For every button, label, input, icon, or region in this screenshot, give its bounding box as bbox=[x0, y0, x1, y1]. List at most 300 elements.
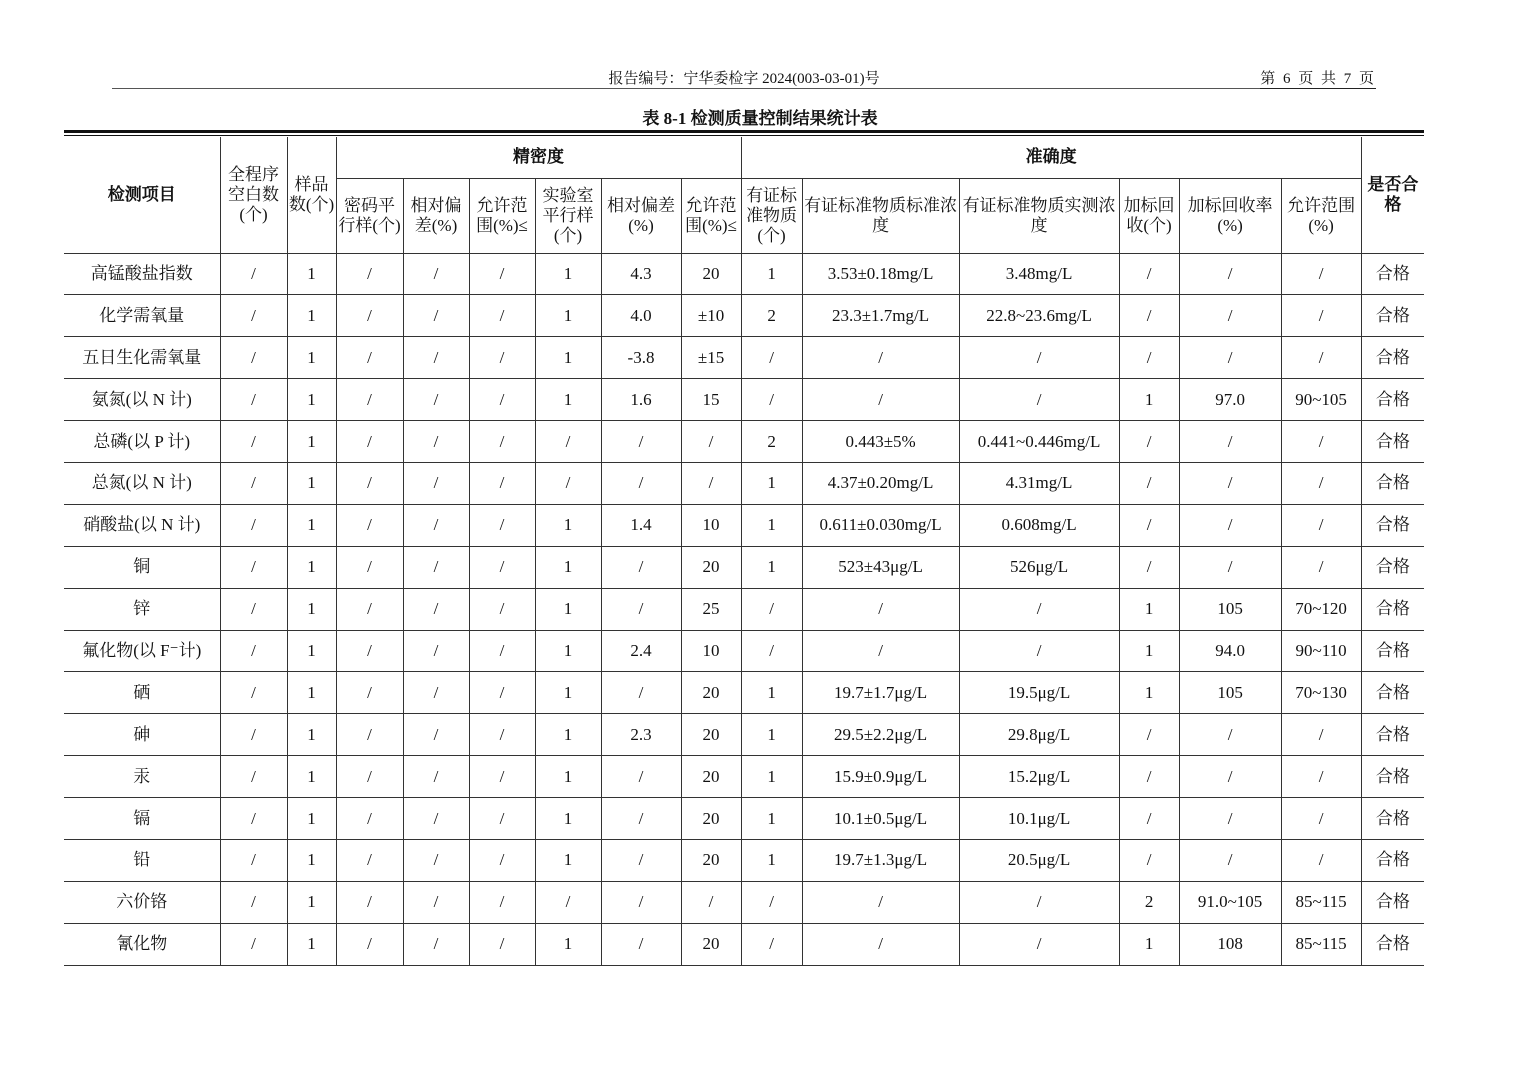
table-cell: 91.0~105 bbox=[1179, 881, 1281, 923]
table-cell: 29.8μg/L bbox=[959, 714, 1119, 756]
table-cell: ±15 bbox=[681, 337, 741, 379]
table-cell: 1 bbox=[287, 462, 336, 504]
table-cell: / bbox=[336, 337, 403, 379]
table-cell: 1 bbox=[287, 588, 336, 630]
row-item-name: 化学需氧量 bbox=[64, 295, 220, 337]
row-item-name: 硝酸盐(以 N 计) bbox=[64, 504, 220, 546]
table-cell: / bbox=[336, 798, 403, 840]
table-title: 表 8-1 检测质量控制结果统计表 bbox=[642, 109, 878, 128]
table-row bbox=[64, 337, 1424, 379]
row-item-name: 砷 bbox=[64, 714, 220, 756]
table-cell: 合格 bbox=[1361, 881, 1424, 923]
table-cell: / bbox=[601, 546, 681, 588]
table-cell: / bbox=[403, 421, 469, 463]
table-cell: / bbox=[1281, 756, 1361, 798]
table-cell: 1 bbox=[287, 714, 336, 756]
table-cell: 10 bbox=[681, 630, 741, 672]
table-cell: / bbox=[1281, 798, 1361, 840]
table-cell: / bbox=[959, 337, 1119, 379]
table-cell: / bbox=[959, 379, 1119, 421]
table-cell: / bbox=[1281, 714, 1361, 756]
table-cell: / bbox=[1119, 504, 1179, 546]
row-item-name: 铅 bbox=[64, 839, 220, 881]
row-item-name: 五日生化需氧量 bbox=[64, 337, 220, 379]
table-cell: / bbox=[1281, 839, 1361, 881]
table-cell: 20 bbox=[681, 546, 741, 588]
table-cell: 1 bbox=[535, 337, 601, 379]
table-cell: 1 bbox=[287, 839, 336, 881]
table-cell: / bbox=[220, 462, 287, 504]
row-item-name: 汞 bbox=[64, 756, 220, 798]
table-cell: 合格 bbox=[1361, 630, 1424, 672]
table-cell: / bbox=[959, 881, 1119, 923]
table-cell: / bbox=[1179, 253, 1281, 295]
table-row bbox=[64, 798, 1424, 840]
table-cell: 1 bbox=[535, 756, 601, 798]
table-cell: / bbox=[403, 756, 469, 798]
table-cell: / bbox=[220, 421, 287, 463]
table-cell: 1 bbox=[287, 756, 336, 798]
table-cell: / bbox=[220, 630, 287, 672]
table-cell: 2 bbox=[1119, 881, 1179, 923]
table-row bbox=[64, 672, 1424, 714]
table-cell: 1 bbox=[287, 421, 336, 463]
table-cell: 1 bbox=[741, 504, 802, 546]
table-cell: / bbox=[403, 798, 469, 840]
table-cell: 15.2μg/L bbox=[959, 756, 1119, 798]
table-cell: / bbox=[469, 504, 535, 546]
table-row bbox=[64, 881, 1424, 923]
table-cell: / bbox=[1281, 337, 1361, 379]
col-crm-count: 有证标准物质(个) bbox=[741, 178, 802, 253]
table-cell: / bbox=[469, 630, 535, 672]
table-cell: / bbox=[220, 504, 287, 546]
table-cell: 1 bbox=[741, 546, 802, 588]
table-cell: 1 bbox=[287, 337, 336, 379]
table-cell: / bbox=[681, 462, 741, 504]
table-cell: 1 bbox=[287, 923, 336, 965]
table-cell: 合格 bbox=[1361, 756, 1424, 798]
table-cell: 20 bbox=[681, 672, 741, 714]
table-cell: / bbox=[469, 756, 535, 798]
table-cell: 97.0 bbox=[1179, 379, 1281, 421]
table-cell: / bbox=[1119, 546, 1179, 588]
table-cell: / bbox=[1119, 839, 1179, 881]
page-indicator: 第 6 页 共 7 页 bbox=[1260, 67, 1376, 89]
table-cell: / bbox=[336, 379, 403, 421]
table-cell: 105 bbox=[1179, 588, 1281, 630]
table-cell: / bbox=[741, 630, 802, 672]
table-cell: / bbox=[601, 462, 681, 504]
table-cell: / bbox=[1119, 295, 1179, 337]
table-cell: 3.53±0.18mg/L bbox=[802, 253, 959, 295]
table-cell: 19.5μg/L bbox=[959, 672, 1119, 714]
table-cell: / bbox=[336, 504, 403, 546]
table-cell: / bbox=[1281, 462, 1361, 504]
table-cell: / bbox=[220, 295, 287, 337]
table-cell: / bbox=[336, 839, 403, 881]
row-item-name: 氟化物(以 F⁻计) bbox=[64, 630, 220, 672]
table-cell: / bbox=[1119, 253, 1179, 295]
table-cell: / bbox=[959, 630, 1119, 672]
row-item-name: 总氮(以 N 计) bbox=[64, 462, 220, 504]
table-cell: / bbox=[1281, 295, 1361, 337]
table-cell: 4.37±0.20mg/L bbox=[802, 462, 959, 504]
table-cell: 523±43μg/L bbox=[802, 546, 959, 588]
table-cell: / bbox=[469, 379, 535, 421]
table-cell: 1 bbox=[535, 546, 601, 588]
row-item-name: 氨氮(以 N 计) bbox=[64, 379, 220, 421]
table-cell: 15 bbox=[681, 379, 741, 421]
table-cell: / bbox=[336, 923, 403, 965]
table-cell: 20 bbox=[681, 756, 741, 798]
table-cell: / bbox=[802, 588, 959, 630]
table-row bbox=[64, 421, 1424, 463]
table-cell: / bbox=[1179, 295, 1281, 337]
row-item-name: 六价铬 bbox=[64, 881, 220, 923]
table-cell: / bbox=[741, 379, 802, 421]
table-cell: 1 bbox=[287, 881, 336, 923]
table-cell: 1 bbox=[1119, 630, 1179, 672]
table-cell: / bbox=[681, 421, 741, 463]
table-cell: 23.3±1.7mg/L bbox=[802, 295, 959, 337]
table-cell: / bbox=[469, 881, 535, 923]
table-cell: 10 bbox=[681, 504, 741, 546]
table-cell: 90~105 bbox=[1281, 379, 1361, 421]
table-cell: / bbox=[601, 923, 681, 965]
table-cell: / bbox=[403, 630, 469, 672]
col-accuracy: 准确度 bbox=[741, 137, 1361, 178]
table-cell: 1 bbox=[287, 630, 336, 672]
table-cell: / bbox=[802, 630, 959, 672]
table-cell: 1 bbox=[741, 798, 802, 840]
table-cell: 合格 bbox=[1361, 588, 1424, 630]
table-row bbox=[64, 714, 1424, 756]
table-cell: / bbox=[535, 462, 601, 504]
table-cell: / bbox=[336, 421, 403, 463]
table-cell: / bbox=[1281, 546, 1361, 588]
row-item-name: 高锰酸盐指数 bbox=[64, 253, 220, 295]
col-spike-allow: 允许范围(%) bbox=[1281, 178, 1361, 253]
table-cell: / bbox=[336, 588, 403, 630]
col-qualified: 是否合格 bbox=[1361, 137, 1424, 253]
table-cell: / bbox=[469, 839, 535, 881]
table-cell: 15.9±0.9μg/L bbox=[802, 756, 959, 798]
table-cell: 1.4 bbox=[601, 504, 681, 546]
table-cell: / bbox=[469, 923, 535, 965]
table-cell: / bbox=[403, 714, 469, 756]
table-cell: / bbox=[802, 379, 959, 421]
table-cell: 85~115 bbox=[1281, 923, 1361, 965]
table-cell: 合格 bbox=[1361, 253, 1424, 295]
table-row bbox=[64, 756, 1424, 798]
table-cell: 10.1±0.5μg/L bbox=[802, 798, 959, 840]
table-cell: 1 bbox=[287, 295, 336, 337]
table-cell: 合格 bbox=[1361, 714, 1424, 756]
table-cell: 4.3 bbox=[601, 253, 681, 295]
table-cell: 1 bbox=[287, 253, 336, 295]
table-cell: / bbox=[469, 462, 535, 504]
row-item-name: 铜 bbox=[64, 546, 220, 588]
table-cell: / bbox=[601, 421, 681, 463]
table-cell: / bbox=[336, 462, 403, 504]
table-cell: / bbox=[741, 881, 802, 923]
table-cell: 20 bbox=[681, 253, 741, 295]
row-item-name: 锌 bbox=[64, 588, 220, 630]
table-cell: / bbox=[220, 253, 287, 295]
col-rel-dev-2: 相对偏差(%) bbox=[601, 178, 681, 253]
table-cell: 2.3 bbox=[601, 714, 681, 756]
table-cell: 合格 bbox=[1361, 546, 1424, 588]
table-cell: 合格 bbox=[1361, 798, 1424, 840]
table-cell: 1 bbox=[287, 672, 336, 714]
table-cell: 1 bbox=[535, 295, 601, 337]
table-cell: 2 bbox=[741, 421, 802, 463]
table-cell: 25 bbox=[681, 588, 741, 630]
table-cell: 1 bbox=[535, 672, 601, 714]
table-cell: / bbox=[1281, 421, 1361, 463]
table-cell: / bbox=[601, 672, 681, 714]
table-cell: / bbox=[535, 881, 601, 923]
table-cell: / bbox=[336, 714, 403, 756]
table-cell: 合格 bbox=[1361, 504, 1424, 546]
col-crm-standard: 有证标准物质标准浓度 bbox=[802, 178, 959, 253]
table-cell: 1 bbox=[741, 253, 802, 295]
table-cell: 20 bbox=[681, 839, 741, 881]
table-cell: / bbox=[220, 337, 287, 379]
col-allow-2: 允许范围(%)≤ bbox=[681, 178, 741, 253]
table-cell: / bbox=[403, 462, 469, 504]
table-cell: 29.5±2.2μg/L bbox=[802, 714, 959, 756]
table-cell: 合格 bbox=[1361, 672, 1424, 714]
col-item: 检测项目 bbox=[64, 137, 220, 253]
table-cell: 1 bbox=[535, 923, 601, 965]
table-row bbox=[64, 630, 1424, 672]
table-cell: / bbox=[403, 588, 469, 630]
table-cell: 1 bbox=[1119, 379, 1179, 421]
table-cell: 1 bbox=[535, 630, 601, 672]
table-cell: / bbox=[336, 756, 403, 798]
table-row bbox=[64, 253, 1424, 295]
table-cell: 22.8~23.6mg/L bbox=[959, 295, 1119, 337]
col-samples: 样品数(个) bbox=[287, 137, 336, 253]
table-cell: / bbox=[469, 714, 535, 756]
table-cell: / bbox=[469, 588, 535, 630]
table-cell: 4.31mg/L bbox=[959, 462, 1119, 504]
table-cell: / bbox=[220, 923, 287, 965]
col-spike-recovery: 加标回收率(%) bbox=[1179, 178, 1281, 253]
table-cell: / bbox=[959, 923, 1119, 965]
table-cell: / bbox=[601, 798, 681, 840]
table-cell: 1 bbox=[535, 714, 601, 756]
table-row bbox=[64, 379, 1424, 421]
table-cell: -3.8 bbox=[601, 337, 681, 379]
table-cell: 108 bbox=[1179, 923, 1281, 965]
table-cell: / bbox=[802, 881, 959, 923]
table-cell: / bbox=[220, 546, 287, 588]
table-cell: 1 bbox=[287, 379, 336, 421]
table-cell: 1 bbox=[741, 462, 802, 504]
col-crm-measured: 有证标准物质实测浓度 bbox=[959, 178, 1119, 253]
table-cell: / bbox=[1281, 504, 1361, 546]
table-cell: 0.608mg/L bbox=[959, 504, 1119, 546]
table-cell: / bbox=[1179, 337, 1281, 379]
table-cell: / bbox=[403, 253, 469, 295]
table-cell: / bbox=[741, 337, 802, 379]
table-cell: 20 bbox=[681, 714, 741, 756]
table-cell: 526μg/L bbox=[959, 546, 1119, 588]
table-cell: 2 bbox=[741, 295, 802, 337]
table-cell: 3.48mg/L bbox=[959, 253, 1119, 295]
table-cell: / bbox=[601, 881, 681, 923]
table-body bbox=[64, 253, 1424, 965]
table-row bbox=[64, 462, 1424, 504]
table-cell: 19.7±1.7μg/L bbox=[802, 672, 959, 714]
table-cell: / bbox=[469, 798, 535, 840]
table-cell: / bbox=[336, 630, 403, 672]
table-cell: 90~110 bbox=[1281, 630, 1361, 672]
col-precision: 精密度 bbox=[336, 137, 741, 178]
table-row bbox=[64, 923, 1424, 965]
table-cell: / bbox=[220, 798, 287, 840]
table-cell: / bbox=[601, 839, 681, 881]
table-cell: / bbox=[336, 253, 403, 295]
table-cell: 1 bbox=[741, 756, 802, 798]
table-cell: / bbox=[403, 337, 469, 379]
table-cell: / bbox=[802, 337, 959, 379]
table-cell: 70~130 bbox=[1281, 672, 1361, 714]
table-cell: 94.0 bbox=[1179, 630, 1281, 672]
table-cell: / bbox=[403, 379, 469, 421]
table-cell: 1 bbox=[535, 588, 601, 630]
table-cell: 1 bbox=[1119, 588, 1179, 630]
table-cell: / bbox=[220, 672, 287, 714]
col-rel-dev-1: 相对偏差(%) bbox=[403, 178, 469, 253]
table-cell: / bbox=[535, 421, 601, 463]
table-cell: 合格 bbox=[1361, 462, 1424, 504]
table-cell: 1 bbox=[535, 839, 601, 881]
table-cell: 1 bbox=[741, 672, 802, 714]
table-cell: 合格 bbox=[1361, 379, 1424, 421]
table-cell: 1 bbox=[287, 546, 336, 588]
table-cell: / bbox=[601, 756, 681, 798]
table-cell: / bbox=[220, 588, 287, 630]
table-cell: 1 bbox=[535, 798, 601, 840]
table-cell: 1 bbox=[535, 253, 601, 295]
table-cell: 1 bbox=[287, 798, 336, 840]
table-cell: / bbox=[469, 672, 535, 714]
table-cell: 20 bbox=[681, 798, 741, 840]
table-cell: / bbox=[1119, 462, 1179, 504]
table-cell: 85~115 bbox=[1281, 881, 1361, 923]
table-cell: / bbox=[1119, 337, 1179, 379]
table-cell: / bbox=[741, 588, 802, 630]
col-blank: 全程序空白数(个) bbox=[220, 137, 287, 253]
table-cell: 合格 bbox=[1361, 337, 1424, 379]
table-cell: / bbox=[1119, 421, 1179, 463]
table-cell: 合格 bbox=[1361, 421, 1424, 463]
table-cell: 4.0 bbox=[601, 295, 681, 337]
table-cell: 0.611±0.030mg/L bbox=[802, 504, 959, 546]
table-cell: 1 bbox=[1119, 923, 1179, 965]
table-cell: 1 bbox=[535, 379, 601, 421]
table-cell: / bbox=[403, 295, 469, 337]
table-cell: / bbox=[1179, 756, 1281, 798]
table-cell: 合格 bbox=[1361, 839, 1424, 881]
table-cell: 合格 bbox=[1361, 295, 1424, 337]
col-allow-1: 允许范围(%)≤ bbox=[469, 178, 535, 253]
table-cell: 19.7±1.3μg/L bbox=[802, 839, 959, 881]
qc-results-table bbox=[64, 137, 1424, 966]
table-cell: / bbox=[403, 839, 469, 881]
table-cell: / bbox=[469, 421, 535, 463]
table-cell: / bbox=[220, 839, 287, 881]
table-cell: 1 bbox=[535, 504, 601, 546]
top-rule-thin bbox=[64, 135, 1424, 136]
table-cell: 1 bbox=[741, 839, 802, 881]
table-cell: 0.443±5% bbox=[802, 421, 959, 463]
table-cell: 2.4 bbox=[601, 630, 681, 672]
table-cell: 合格 bbox=[1361, 923, 1424, 965]
table-cell: / bbox=[220, 881, 287, 923]
row-item-name: 硒 bbox=[64, 672, 220, 714]
table-cell: / bbox=[1119, 798, 1179, 840]
table-cell: / bbox=[1281, 253, 1361, 295]
table-cell: / bbox=[220, 714, 287, 756]
table-row bbox=[64, 588, 1424, 630]
table-cell: / bbox=[1179, 421, 1281, 463]
table-cell: / bbox=[469, 337, 535, 379]
table-cell: / bbox=[403, 546, 469, 588]
table-cell: 20 bbox=[681, 923, 741, 965]
table-cell: 1 bbox=[741, 714, 802, 756]
table-cell: 1 bbox=[287, 504, 336, 546]
table-row bbox=[64, 504, 1424, 546]
col-code-pairs: 密码平行样(个) bbox=[336, 178, 403, 253]
table-cell: / bbox=[741, 923, 802, 965]
table-cell: 70~120 bbox=[1281, 588, 1361, 630]
table-cell: 10.1μg/L bbox=[959, 798, 1119, 840]
table-cell: 1.6 bbox=[601, 379, 681, 421]
table-cell: 105 bbox=[1179, 672, 1281, 714]
table-cell: / bbox=[601, 588, 681, 630]
table-cell: / bbox=[336, 295, 403, 337]
table-cell: / bbox=[220, 379, 287, 421]
table-cell: / bbox=[403, 672, 469, 714]
table-cell: / bbox=[802, 923, 959, 965]
table-cell: / bbox=[1119, 714, 1179, 756]
table-row bbox=[64, 839, 1424, 881]
table-cell: / bbox=[1179, 546, 1281, 588]
table-cell: / bbox=[1119, 756, 1179, 798]
table-cell: / bbox=[1179, 839, 1281, 881]
table-cell: / bbox=[1179, 462, 1281, 504]
table-cell: / bbox=[469, 253, 535, 295]
table-cell: 1 bbox=[1119, 672, 1179, 714]
table-cell: / bbox=[403, 504, 469, 546]
table-cell: / bbox=[403, 881, 469, 923]
top-rule-thick bbox=[64, 130, 1424, 133]
col-spike-count: 加标回收(个) bbox=[1119, 178, 1179, 253]
page-header bbox=[112, 66, 1376, 89]
table-cell: / bbox=[336, 546, 403, 588]
table-cell: / bbox=[336, 672, 403, 714]
table-cell: / bbox=[681, 881, 741, 923]
table-row bbox=[64, 295, 1424, 337]
table-cell: / bbox=[220, 756, 287, 798]
row-item-name: 总磷(以 P 计) bbox=[64, 421, 220, 463]
table-cell: / bbox=[403, 923, 469, 965]
